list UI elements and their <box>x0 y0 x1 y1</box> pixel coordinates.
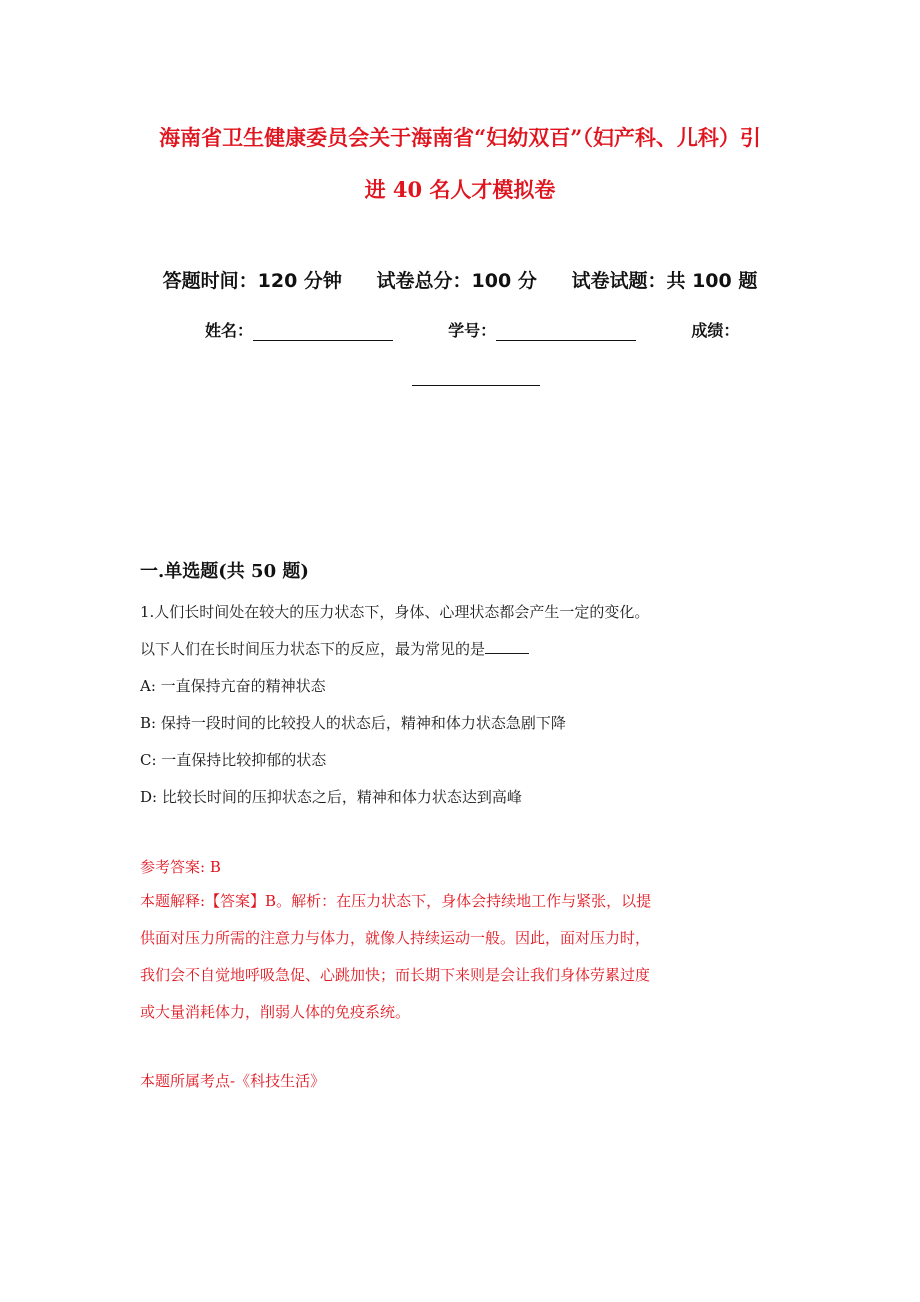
option-a[interactable]: A: 一直保持亢奋的精神状态 <box>140 677 326 695</box>
option-c[interactable]: C: 一直保持比较抑郁的状态 <box>140 751 327 769</box>
option-b[interactable]: B: 保持一段时间的比较投人的状态后，精神和体力状态急剧下降 <box>140 714 566 732</box>
score-label: 成绩： <box>691 321 740 340</box>
title-line-1: 海南省卫生健康委员会关于海南省“妇幼双百”（妇产科、儿科）引 <box>159 125 761 150</box>
exam-question-count: 试卷试题：共 100 题 <box>571 270 758 292</box>
exam-total-score: 试卷总分：100 分 <box>376 270 537 292</box>
score-blank[interactable] <box>412 385 540 386</box>
exam-meta <box>0 266 920 293</box>
question-stem-line-2 <box>140 631 780 668</box>
name-blank[interactable] <box>253 324 393 341</box>
explanation-line-4: 或大量消耗体力，削弱人体的免疫系统。 <box>140 1003 411 1021</box>
topic-tag: 本题所属考点-《科技生活》 <box>140 1072 326 1090</box>
option-d[interactable]: D: 比较长时间的压抑状态之后，精神和体力状态达到高峰 <box>140 788 522 806</box>
explanation <box>140 883 780 1031</box>
explanation-line-2: 供面对压力所需的注意力与体力，就像人持续运动一般。因此，面对压力时， <box>140 929 651 947</box>
question-stem-text: 以下人们在长时间压力状态下的反应，最为常见的是 <box>140 640 486 658</box>
id-label: 学号： <box>448 321 497 340</box>
explanation-line-3: 我们会不自觉地呼吸急促、心跳加快；而长期下来则是会让我们身体劳累过度 <box>140 966 651 984</box>
student-fields <box>205 318 765 341</box>
section-title: 一.单选题(共 50 题) <box>140 561 309 582</box>
answer-blank <box>485 639 529 654</box>
exam-time: 答题时间：120 分钟 <box>162 270 342 292</box>
question-stem-line-1: 1.人们长时间处在较大的压力状态下，身体、心理状态都会产生一定的变化。 <box>140 603 650 621</box>
reference-answer: 参考答案: B <box>140 858 221 876</box>
name-label: 姓名： <box>205 321 254 340</box>
question-block <box>140 594 780 816</box>
document-title <box>130 112 790 216</box>
explanation-line-1: 本题解释:【答案】B。解析：在压力状态下，身体会持续地工作与紧张，以提 <box>140 892 652 910</box>
title-line-2: 进 40 名人才模拟卷 <box>364 177 556 202</box>
id-blank[interactable] <box>496 324 636 341</box>
